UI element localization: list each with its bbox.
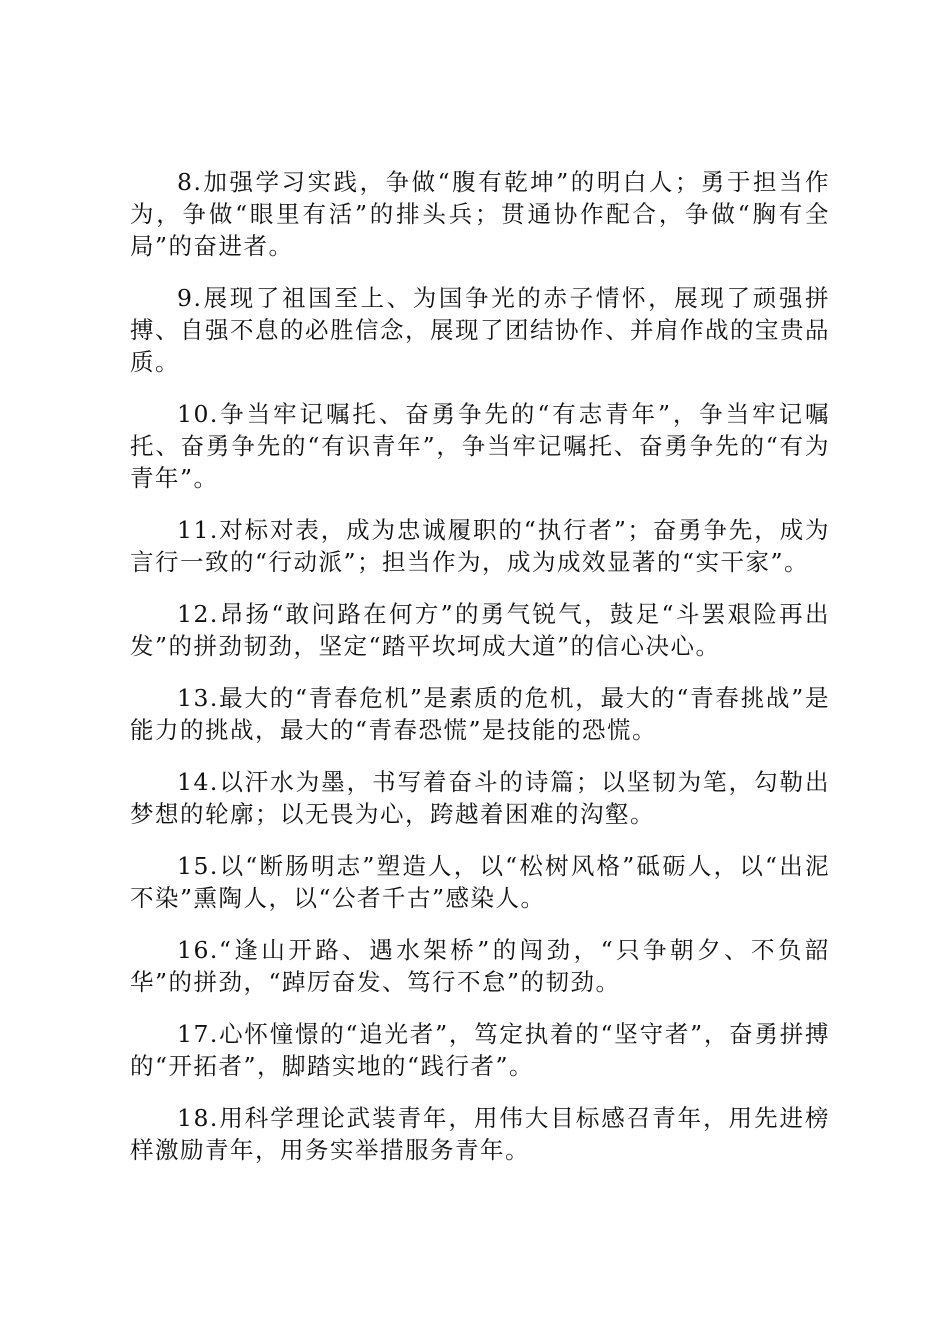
paragraph-14: 14.以汗水为墨，书写着奋斗的诗篇；以坚韧为笔，勾勒出梦想的轮廓；以无畏为心，跨越着困难的沟壑。 (130, 768, 830, 828)
paragraph-11: 11.对标对表，成为忠诚履职的“执行者”；奋勇争先，成为言行一致的“行动派”；担当作为，成为成效显著的“实干家”。 (130, 516, 830, 576)
paragraph-17: 17.心怀憧憬的“追光者”，笃定执着的“坚守者”，奋勇拼搏的“开拓者”，脚踏实地的“践行者”。 (130, 1020, 830, 1080)
paragraph-16: 16.“逢山开路、遇水架桥”的闯劲，“只争朝夕、不负韶华”的拼劲，“踔厉奋发、笃行不怠”的韧劲。 (130, 936, 830, 996)
paragraph-8: 8.加强学习实践，争做“腹有乾坤”的明白人；勇于担当作为，争做“眼里有活”的排头兵；贯通协作配合，争做“胸有全局”的奋进者。 (130, 168, 830, 260)
paragraph-12: 12.昂扬“敢问路在何方”的勇气锐气，鼓足“斗罢艰险再出发”的拼劲韧劲，坚定“踏平坎坷成大道”的信心决心。 (130, 600, 830, 660)
paragraph-15: 15.以“断肠明志”塑造人，以“松树风格”砥砺人，以“出泥不染”熏陶人，以“公者千古”感染人。 (130, 852, 830, 912)
document-page (130, 166, 830, 1186)
paragraph-9: 9.展现了祖国至上、为国争光的赤子情怀，展现了顽强拼搏、自强不息的必胜信念，展现了团结协作、并肩作战的宝贵品质。 (130, 284, 830, 376)
paragraph-13: 13.最大的“青春危机”是素质的危机，最大的“青春挑战”是能力的挑战，最大的“青春恐慌”是技能的恐慌。 (130, 684, 830, 744)
paragraph-10: 10.争当牢记嘱托、奋勇争先的“有志青年”，争当牢记嘱托、奋勇争先的“有识青年”，争当牢记嘱托、奋勇争先的“有为青年”。 (130, 400, 830, 492)
paragraph-18: 18.用科学理论武装青年，用伟大目标感召青年，用先进榜样激励青年，用务实举措服务青年。 (130, 1104, 830, 1164)
